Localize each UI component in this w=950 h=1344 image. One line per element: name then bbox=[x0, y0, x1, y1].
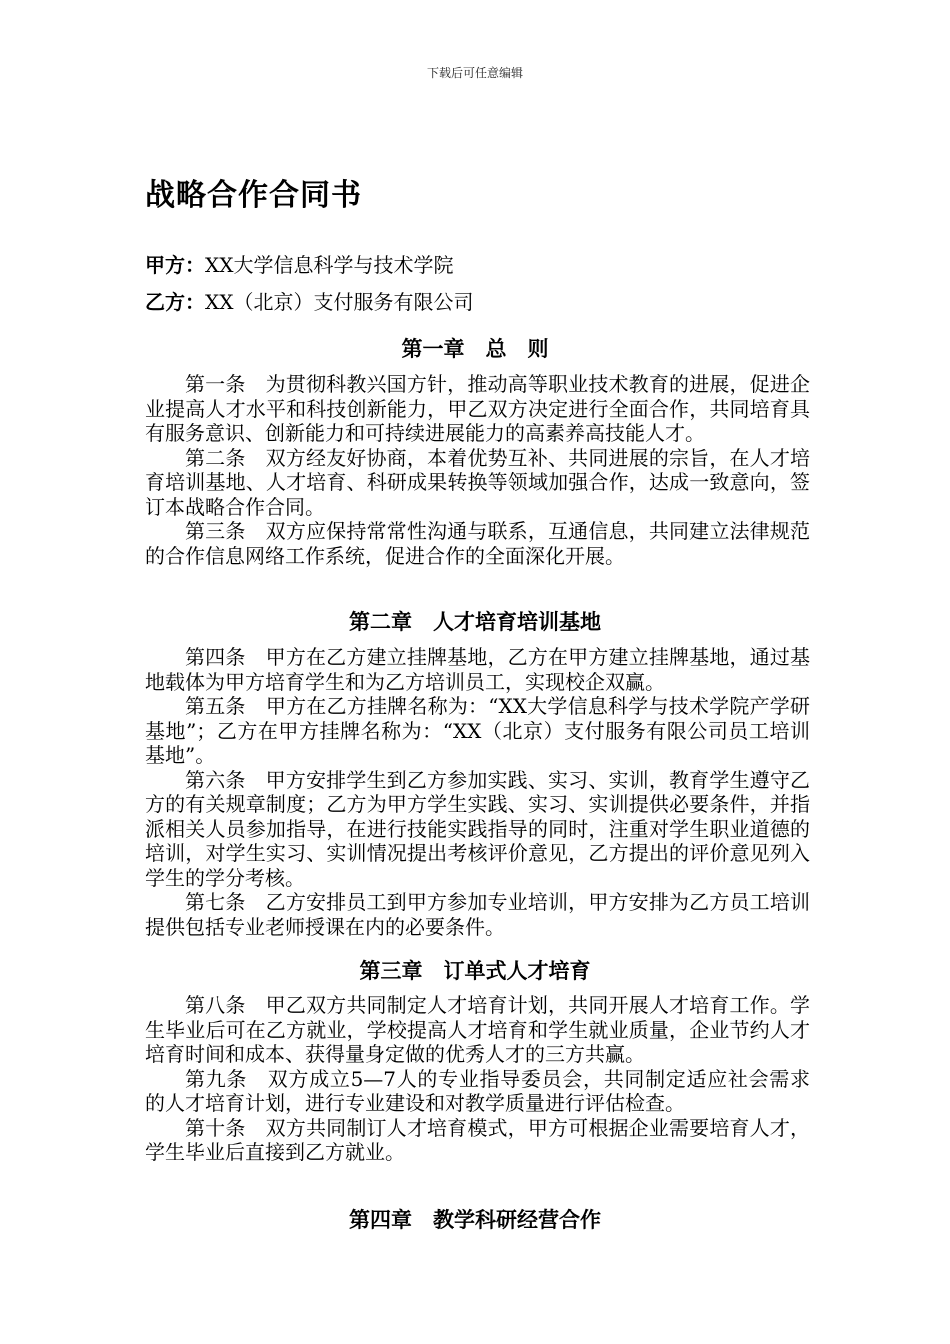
chapter-heading: 第三章 订单式人才培育 bbox=[359, 959, 591, 983]
party-a-label: 甲方： bbox=[145, 253, 205, 277]
article-paragraph: 第五条 甲方在乙方挂牌名称为：“XX大学信息科学与技术学院产学研基地”；乙方在甲方挂牌名称为：“XX（北京）支付服务有限公司员工培训基地”。 bbox=[145, 694, 810, 767]
article-paragraph: 第三条 双方应保持常常性沟通与联系，互通信息，共同建立法律规范的合作信息网络工作系统，促进合作的全面深化开展。 bbox=[145, 519, 810, 568]
party-b-label: 乙方： bbox=[145, 290, 205, 314]
article-paragraph: 第二条 双方经友好协商，本着优势互补、共同进展的宗旨，在人才培育培训基地、人才培育、科研成果转换等领域加强合作，达成一致意向，签订本战略合作合同。 bbox=[145, 445, 810, 519]
article-paragraph: 第八条 甲乙双方共同制定人才培育计划，共同开展人才培育工作。学生毕业后可在乙方就业，学校提高人才培育和学生就业质量，企业节约人才培育时间和成本、获得量身定做的优秀人才的三方共赢。 bbox=[145, 993, 810, 1066]
article-paragraph: 第七条 乙方安排员工到甲方参加专业培训，甲方安排为乙方员工培训提供包括专业老师授课在内的必要条件。 bbox=[145, 890, 810, 939]
party-b bbox=[145, 286, 473, 315]
party-b-name: XX（北京）支付服务有限公司 bbox=[205, 290, 474, 314]
chapter-heading: 第四章 教学科研经营合作 bbox=[349, 1208, 601, 1232]
party-a bbox=[145, 249, 453, 278]
article-paragraph: 第九条 双方成立5—7人的专业指导委员会，共同制定适应社会需求的人才培育计划，进行专业建设和对教学质量进行评估检查。 bbox=[145, 1066, 810, 1115]
article-paragraph: 第一条 为贯彻科教兴国方针，推动高等职业技术教育的进展，促进企业提高人才水平和科技创新能力，甲乙双方决定进行全面合作，共同培育具有服务意识、创新能力和可持续进展能力的高素养高技能人才。 bbox=[145, 372, 810, 445]
chapter-heading: 第二章 人才培育培训基地 bbox=[349, 610, 601, 634]
party-a-name: XX大学信息科学与技术学院 bbox=[205, 253, 454, 277]
chapter-body bbox=[145, 372, 810, 568]
chapter-body bbox=[145, 993, 810, 1165]
article-paragraph: 第十条 双方共同制订人才培育模式，甲方可根据企业需要培育人才，学生毕业后直接到乙方就业。 bbox=[145, 1115, 810, 1164]
article-paragraph: 第六条 甲方安排学生到乙方参加实践、实习、实训，教育学生遵守乙方的有关规章制度；乙方为甲方学生实践、实习、实训提供必要条件，并指派相关人员参加指导，在进行技能实践指导的同时，注重对学生职业道德的培训，对学生实习、实训情况提出考核评价意见，乙方提出的评价意见列入学生的学分考核。 bbox=[145, 767, 810, 890]
article-paragraph: 第四条 甲方在乙方建立挂牌基地，乙方在甲方建立挂牌基地，通过基地载体为甲方培育学生和为乙方培训员工，实现校企双赢。 bbox=[145, 645, 810, 694]
page-header: 下载后可任意编辑 bbox=[426, 66, 523, 80]
chapter-body bbox=[145, 645, 810, 939]
chapter-heading: 第一章 总 则 bbox=[401, 337, 549, 361]
document-title: 战略合作合同书 bbox=[145, 178, 362, 213]
